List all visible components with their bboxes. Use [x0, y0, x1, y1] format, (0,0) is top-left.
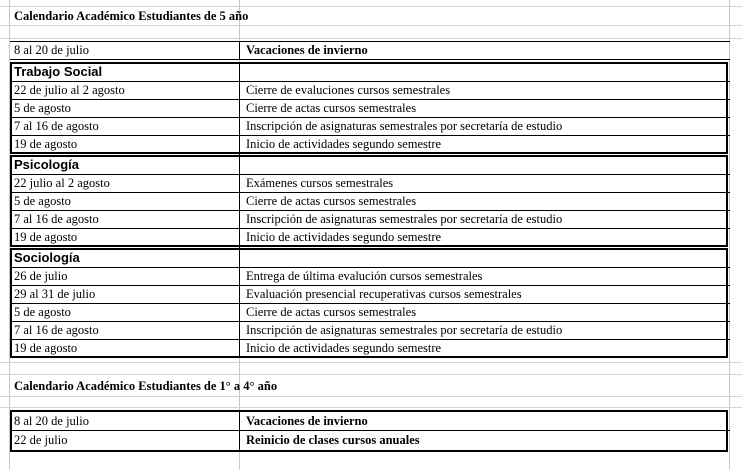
row-event: Cierre de actas cursos semestrales [246, 194, 417, 208]
row-date: 8 al 20 de julio [14, 43, 89, 57]
table-row [10, 174, 730, 192]
grid-row-line [0, 25, 742, 26]
row-date: 26 de julio [14, 269, 68, 283]
grid-row-line [0, 374, 742, 375]
row-event: Inicio de actividades segundo semestre [246, 341, 442, 355]
row-date: 7 al 16 de agosto [14, 119, 99, 133]
grid-row-line [0, 396, 742, 397]
table-row [10, 99, 730, 117]
table-row [10, 303, 730, 321]
section-header [10, 63, 730, 81]
row-event: Exámenes cursos semestrales [246, 176, 394, 190]
row-date: 19 de agosto [14, 137, 78, 151]
grid-row-line [0, 38, 742, 39]
table-row [10, 135, 730, 153]
table-row [10, 117, 730, 135]
table-row [10, 210, 730, 228]
calendar5-title: Calendario Académico Estudiantes de 5 año [14, 9, 249, 23]
row-date: 5 de agosto [14, 101, 71, 115]
table-row [10, 431, 730, 449]
table-row [10, 41, 730, 59]
table-row [10, 228, 730, 246]
row-date: 22 julio al 2 agosto [14, 176, 110, 190]
table-row [10, 81, 730, 99]
row-date: 22 de julio al 2 agosto [14, 83, 125, 97]
row-event: Cierre de actas cursos semestrales [246, 305, 417, 319]
row-date: 5 de agosto [14, 194, 71, 208]
row-date: 8 al 20 de julio [14, 414, 89, 428]
row-event: Vacaciones de invierno [246, 43, 368, 57]
grid-row-line [0, 362, 742, 363]
row-event: Inicio de actividades segundo semestre [246, 230, 442, 244]
row-date: 19 de agosto [14, 230, 78, 244]
row-event: Vacaciones de invierno [246, 414, 368, 428]
row-date: 19 de agosto [14, 341, 78, 355]
row-date: 7 al 16 de agosto [14, 212, 99, 226]
row-event: Cierre de actas cursos semestrales [246, 101, 417, 115]
row-event: Evaluación presencial recuperativas cursos semestrales [246, 287, 522, 301]
row-date: 7 al 16 de agosto [14, 323, 99, 337]
section-header [10, 249, 730, 267]
row-event: Reinicio de clases cursos anuales [246, 433, 420, 447]
section-name: Trabajo Social [14, 64, 103, 79]
row-event: Inscripción de asignaturas semestrales por secretaría de estudio [246, 323, 563, 337]
calendar14-title: Calendario Académico Estudiantes de 1° a 4° año [14, 379, 278, 393]
row-event: Inscripción de asignaturas semestrales por secretaría de estudio [246, 119, 563, 133]
row-date: 5 de agosto [14, 305, 71, 319]
row-event: Inscripción de asignaturas semestrales por secretaría de estudio [246, 212, 563, 226]
table-row [10, 267, 730, 285]
row-event: Cierre de evaluciones cursos semestrales [246, 83, 451, 97]
grid-row-line [0, 407, 742, 408]
table-row [10, 339, 730, 357]
row-event: Inicio de actividades segundo semestre [246, 137, 442, 151]
table-row [10, 412, 730, 430]
section-header [10, 156, 730, 174]
table-row [10, 285, 730, 303]
row-date: 22 de julio [14, 433, 68, 447]
row-event: Entrega de última evalución cursos semestrales [246, 269, 483, 283]
table-border [10, 59, 730, 60]
section-name: Psicología [14, 157, 80, 172]
section-name: Sociología [14, 250, 80, 265]
table-row [10, 321, 730, 339]
table-row [10, 192, 730, 210]
row-date: 29 al 31 de julio [14, 287, 96, 301]
